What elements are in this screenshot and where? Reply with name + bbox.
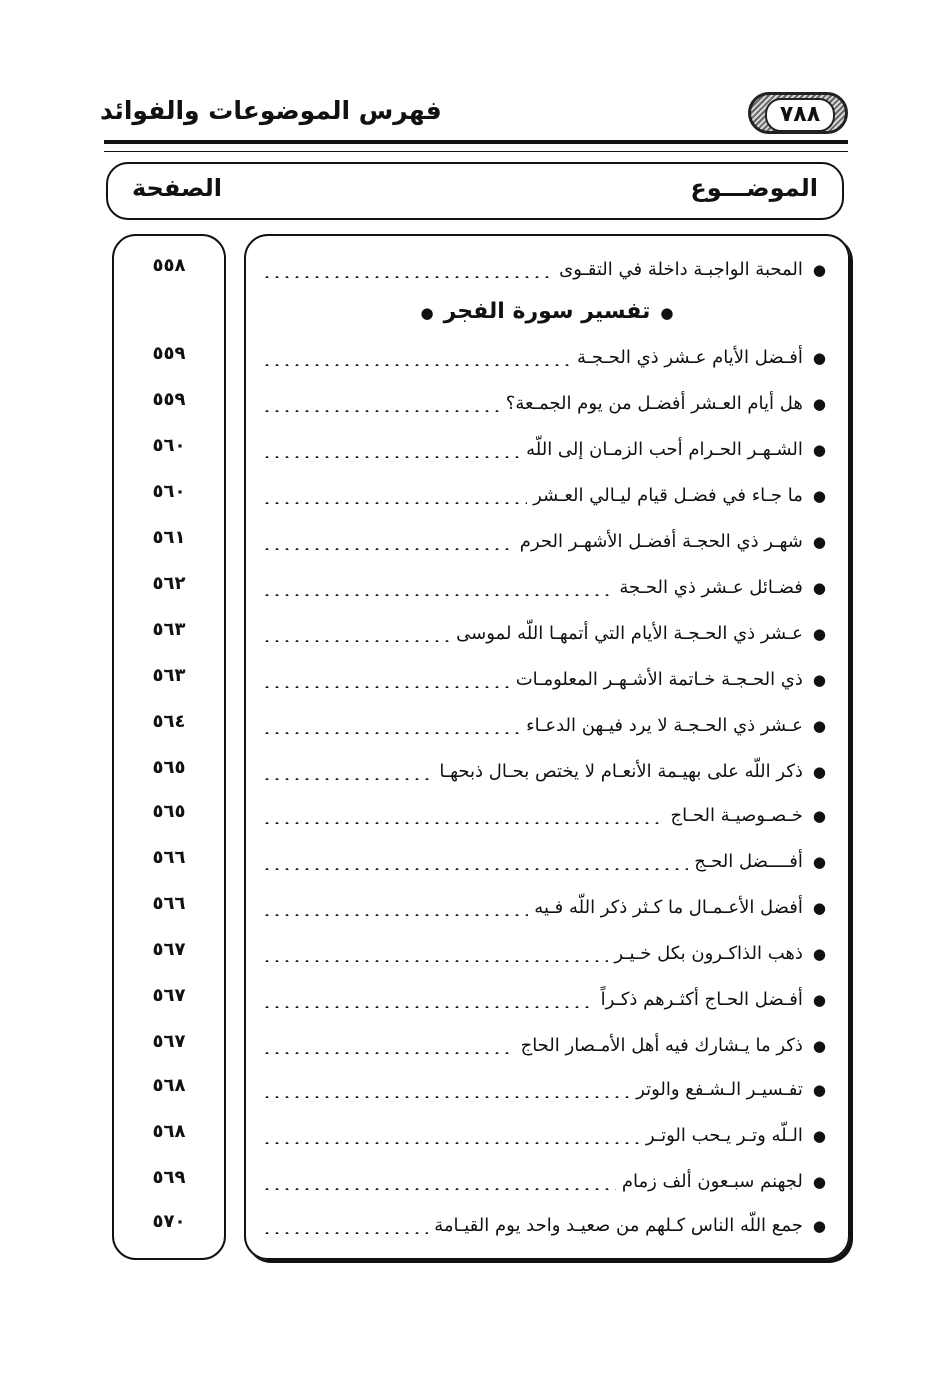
dot-leader — [262, 822, 664, 824]
entry-title: أفــــضل الحـج — [694, 851, 803, 872]
dot-leader — [262, 778, 433, 780]
dot-leader — [262, 640, 450, 642]
entry-page-number: ٥٥٩ — [152, 343, 186, 364]
index-entry — [262, 522, 826, 558]
column-header-topic: الموضـــوع — [690, 174, 818, 202]
index-entry — [262, 1070, 826, 1106]
entry-title: جمع اللّه الناس كـلهم من صعيـد واحد يوم القيـامة — [434, 1215, 803, 1236]
section-heading-text: تفسير سورة الفجر — [443, 299, 651, 324]
dot-leader — [262, 1096, 630, 1098]
dot-leader — [262, 914, 528, 916]
dot-leader — [262, 502, 527, 504]
entry-title: ذهب الذاكـرون بكل خـيـر — [614, 943, 803, 964]
entry-title: المحبة الواجبـة داخلة في التقـوى — [559, 259, 803, 280]
bullet-icon: ● — [812, 945, 826, 963]
index-entry — [262, 430, 826, 466]
entry-page-number: ٥٧٠ — [152, 1211, 186, 1232]
dot-leader — [262, 276, 553, 278]
page-header — [100, 92, 850, 142]
page-numbers-column — [112, 234, 226, 1260]
entry-page-number: ٥٦٧ — [152, 1031, 186, 1052]
bullet-icon: ● — [812, 625, 826, 643]
dot-leader — [262, 410, 500, 412]
entry-page-number: ٥٦٤ — [152, 711, 186, 732]
entry-title: ما جـاء في فضـل قيام ليـالي العـشر — [533, 485, 803, 506]
section-heading — [246, 292, 848, 332]
entry-title: هل أيام العـشر أفضـل من يوم الجمـعة؟ — [505, 393, 803, 414]
dot-leader — [262, 364, 571, 366]
bullet-icon: ● — [812, 395, 826, 413]
entry-page-number: ٥٦٦ — [152, 893, 186, 914]
bullet-icon: ● — [812, 853, 826, 871]
entry-title: ذكر اللّه على بهيـمة الأنعـام لا يختص بحـال ذبحهـا — [439, 761, 803, 782]
section-heading-bullet: ● — [660, 304, 674, 322]
dot-leader — [262, 686, 510, 688]
entry-title: ذكر ما يـشارك فيه أهل الأمـصار الحاج — [520, 1035, 803, 1056]
index-entry — [262, 888, 826, 924]
index-entry — [262, 1026, 826, 1062]
index-entry — [262, 476, 826, 512]
bullet-icon: ● — [812, 441, 826, 459]
dot-leader — [262, 1232, 428, 1234]
bullet-icon: ● — [812, 487, 826, 505]
dot-leader — [262, 594, 613, 596]
entry-title: لجهنم سبـعون ألف زمام — [621, 1171, 803, 1192]
entry-page-number: ٥٥٩ — [152, 389, 186, 410]
entry-title: عـشر ذي الحـجـة لا يرد فيـهن الدعـاء — [526, 715, 803, 736]
entry-page-number: ٥٦٠ — [152, 435, 186, 456]
index-entry — [262, 752, 826, 788]
dot-leader — [262, 960, 608, 962]
entry-title: الشـهـر الحـرام أحب الزمـان إلى اللّه — [526, 439, 803, 460]
entry-page-number: ٥٦٨ — [152, 1075, 186, 1096]
bullet-icon: ● — [812, 1127, 826, 1145]
topics-column — [244, 234, 850, 1260]
column-header-page: الصفحة — [132, 174, 223, 202]
entry-title: أفضل الأعـمـال ما كـثر ذكر اللّه فـيه — [534, 897, 803, 918]
bullet-icon: ● — [812, 1081, 826, 1099]
column-header — [106, 162, 844, 220]
index-entry — [262, 706, 826, 742]
entry-title: أفـضل الحـاج أكثـرهم ذكـراً — [600, 989, 803, 1010]
entry-page-number: ٥٦٣ — [152, 619, 186, 640]
index-entry — [262, 934, 826, 970]
entry-title: خـصـوصيـة الحـاج — [670, 805, 803, 826]
index-entry — [262, 614, 826, 650]
bullet-icon: ● — [812, 807, 826, 825]
running-title: فهرس الموضوعات والفوائد — [100, 96, 442, 125]
entry-title: ذي الحـجـة خـاتمة الأشـهـر المعلومـات — [515, 669, 803, 690]
entry-page-number: ٥٦٣ — [152, 665, 186, 686]
entry-page-number: ٥٦٥ — [152, 801, 186, 822]
entry-title: عـشر ذي الحـجـة الأيام التي أتمهـا اللّه لموسى — [456, 623, 803, 644]
dot-leader — [262, 868, 688, 870]
section-heading-bullet: ● — [420, 304, 434, 322]
entry-page-number: ٥٦٦ — [152, 847, 186, 868]
bullet-icon: ● — [812, 899, 826, 917]
entry-page-number: ٥٦٩ — [152, 1167, 186, 1188]
index-entry — [262, 568, 826, 604]
entry-page-number: ٥٦٧ — [152, 985, 186, 1006]
entry-title: أفـضل الأيام عـشر ذي الحـجـة — [576, 347, 803, 368]
dot-leader — [262, 732, 520, 734]
bullet-icon: ● — [812, 991, 826, 1009]
dot-leader — [262, 456, 520, 458]
index-entry — [262, 796, 826, 832]
entry-page-number: ٥٦٠ — [152, 481, 186, 502]
bullet-icon: ● — [812, 349, 826, 367]
bullet-icon: ● — [812, 533, 826, 551]
dot-leader — [262, 1188, 616, 1190]
bullet-icon: ● — [812, 1217, 826, 1235]
index-entry — [262, 384, 826, 420]
bullet-icon: ● — [812, 717, 826, 735]
header-divider — [104, 140, 848, 152]
dot-leader — [262, 1142, 640, 1144]
index-entry — [262, 1116, 826, 1152]
index-entry — [262, 980, 826, 1016]
entry-page-number: ٥٥٨ — [152, 255, 186, 276]
index-entry — [262, 842, 826, 878]
entry-page-number: ٥٦٥ — [152, 757, 186, 778]
index-entry — [262, 660, 826, 696]
entry-title: الـلّه وتـر يـحب الوتـر — [645, 1125, 803, 1146]
index-entry — [262, 1162, 826, 1198]
bullet-icon: ● — [812, 763, 826, 781]
entry-page-number: ٥٦٧ — [152, 939, 186, 960]
dot-leader — [262, 1052, 515, 1054]
index-entry — [262, 1206, 826, 1242]
entry-title: تفـسيـر الـشـفع والوتر — [636, 1079, 803, 1100]
bullet-icon: ● — [812, 261, 826, 279]
entry-page-number: ٥٦٨ — [152, 1121, 186, 1142]
bullet-icon: ● — [812, 1037, 826, 1055]
bullet-icon: ● — [812, 1173, 826, 1191]
dot-leader — [262, 1006, 595, 1008]
index-entry — [262, 250, 826, 286]
dot-leader — [262, 548, 514, 550]
entry-page-number: ٥٦٢ — [152, 573, 186, 594]
entry-title: فضـائل عـشر ذي الحـجة — [619, 577, 803, 598]
page-number: ٧٨٨ — [765, 98, 835, 132]
bullet-icon: ● — [812, 579, 826, 597]
entry-title: شهـر ذي الحجـة أفضـل الأشهـر الحرم — [519, 531, 803, 552]
index-entry — [262, 338, 826, 374]
page-number-badge — [748, 92, 848, 134]
entry-page-number: ٥٦١ — [152, 527, 186, 548]
bullet-icon: ● — [812, 671, 826, 689]
